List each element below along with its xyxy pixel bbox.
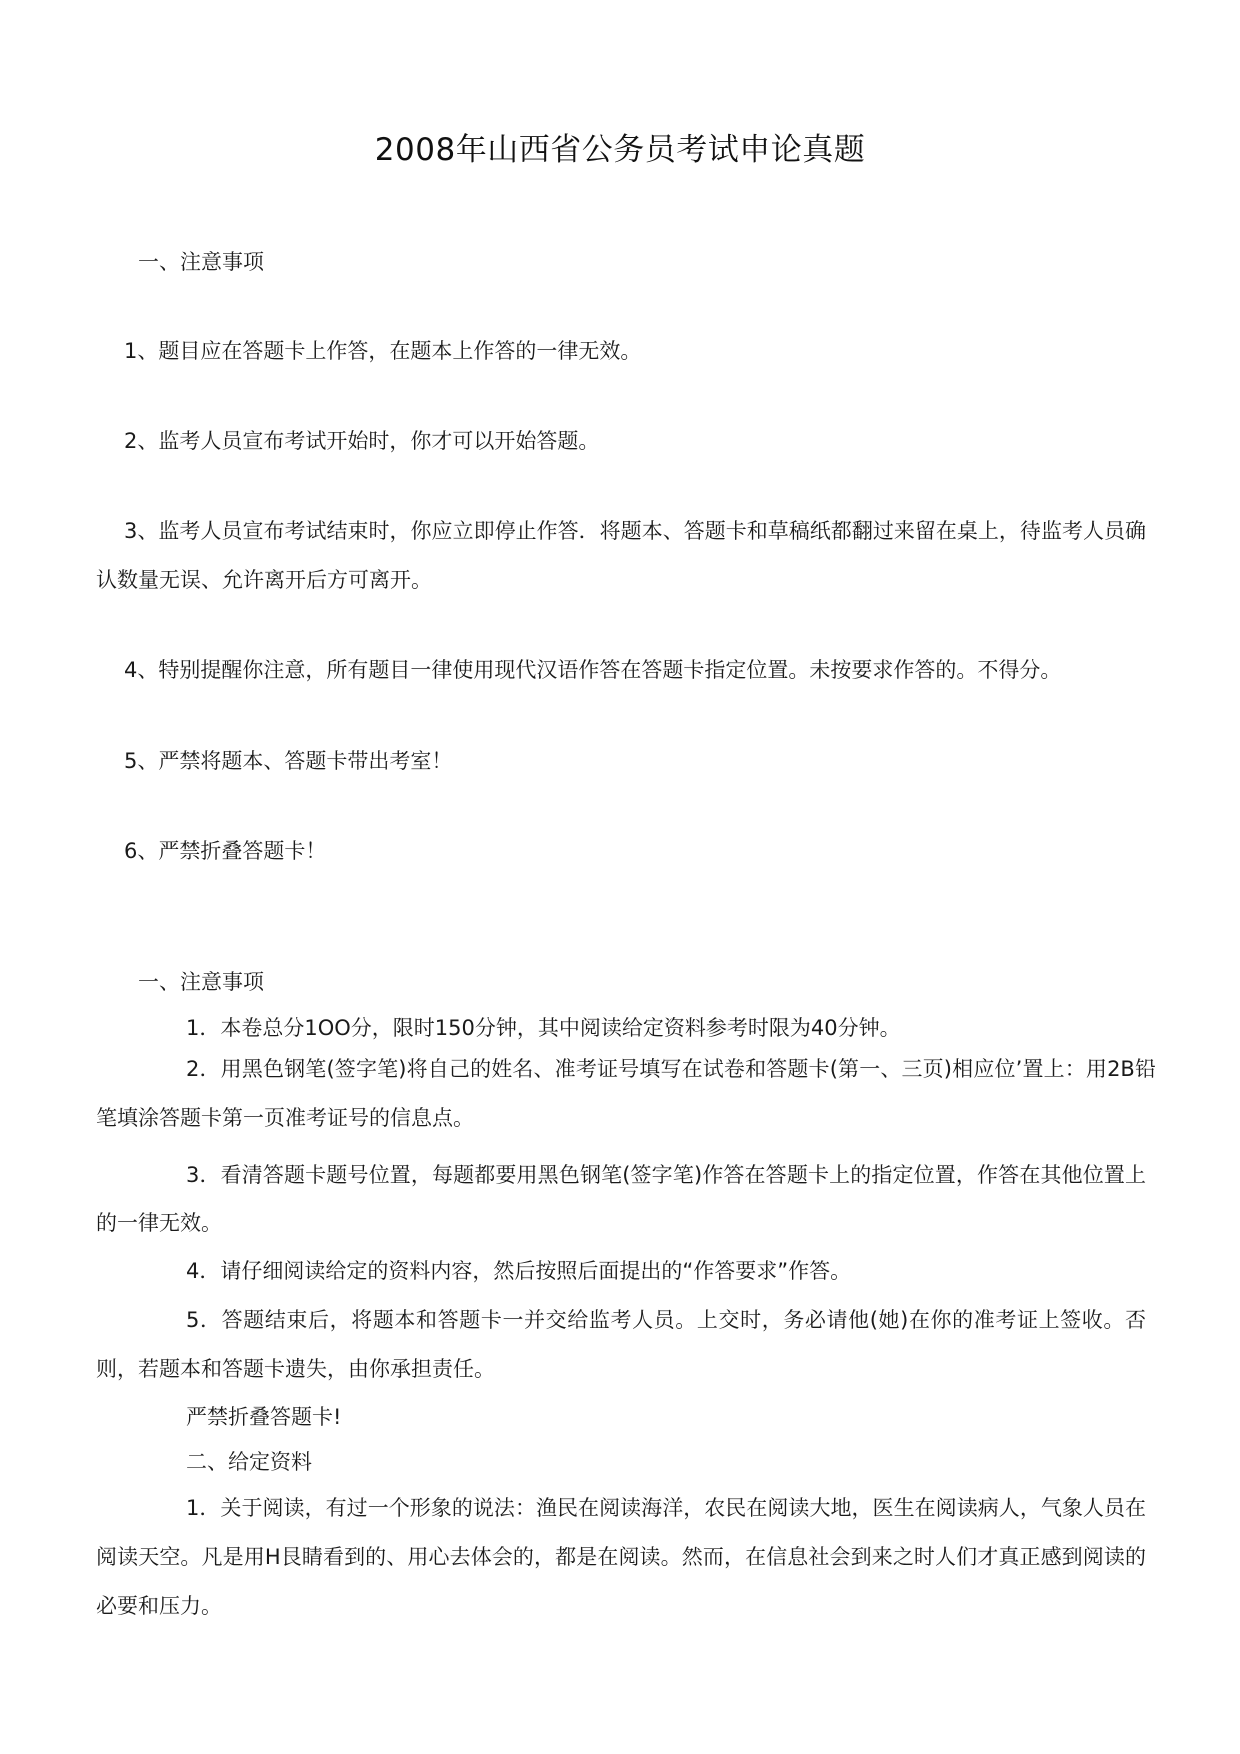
section-heading-materials: 二、给定资料 [186, 1450, 312, 1474]
exam-note-4: 4．请仔细阅读给定的资料内容，然后按照后面提出的“作答要求”作答。 [186, 1259, 852, 1283]
exam-note-2: 2．用黑色钢笔(签字笔)将自己的姓名、准考证号填写在试卷和答题卡(第一、三页)相应位’置上：用2B铅笔填涂答题卡第一页准考证号的信息点。 [96, 1057, 1156, 1130]
exam-note-1: 1．本卷总分1OO分，限时150分钟，其中阅读给定资料参考时限为40分钟。 [186, 1016, 901, 1040]
notice-item-4: 4、特别提醒你注意，所有题目一律使用现代汉语作答在答题卡指定位置。未按要求作答的。不得分。 [124, 658, 1062, 682]
notice-item-3: 3、监考人员宣布考试结束时，你应立即停止作答．将题本、答题卡和草稿纸都翻过来留在桌上，待监考人员确认数量无误、允许离开后方可离开。 [96, 519, 1146, 592]
notice-item-1: 1、题目应在答题卡上作答，在题本上作答的一律无效。 [124, 339, 642, 363]
page-title: 2008年山西省公务员考试申论真题 [374, 132, 866, 168]
section-heading-notes-2: 一、注意事项 [138, 970, 264, 994]
material-paragraph-1: 1．关于阅读，有过一个形象的说法：渔民在阅读海洋，农民在阅读大地，医生在阅读病人，气象人员在阅读天空。凡是用H艮睛看到的、用心去体会的，都是在阅读。然而，在信息社会到来之时人们才真正感到阅读的必要和压力。 [96, 1496, 1146, 1618]
notice-item-5: 5、严禁将题本、答题卡带出考室！ [124, 749, 453, 773]
notice-item-6: 6、严禁折叠答题卡！ [124, 839, 327, 863]
notice-item-2: 2、监考人员宣布考试开始时，你才可以开始答题。 [124, 429, 600, 453]
exam-note-3: 3．看清答题卡题号位置，每题都要用黑色钢笔(签字笔)作答在答题卡上的指定位置，作答在其他位置上的一律无效。 [96, 1163, 1146, 1235]
section-heading-notes: 一、注意事项 [138, 250, 264, 274]
warning-line: 严禁折叠答题卡! [186, 1405, 342, 1429]
exam-note-5: 5．答题结束后，将题本和答题卡一并交给监考人员。上交时，务必请他(她)在你的准考证上签收。否则，若题本和答题卡遗失，由你承担责任。 [96, 1308, 1146, 1381]
